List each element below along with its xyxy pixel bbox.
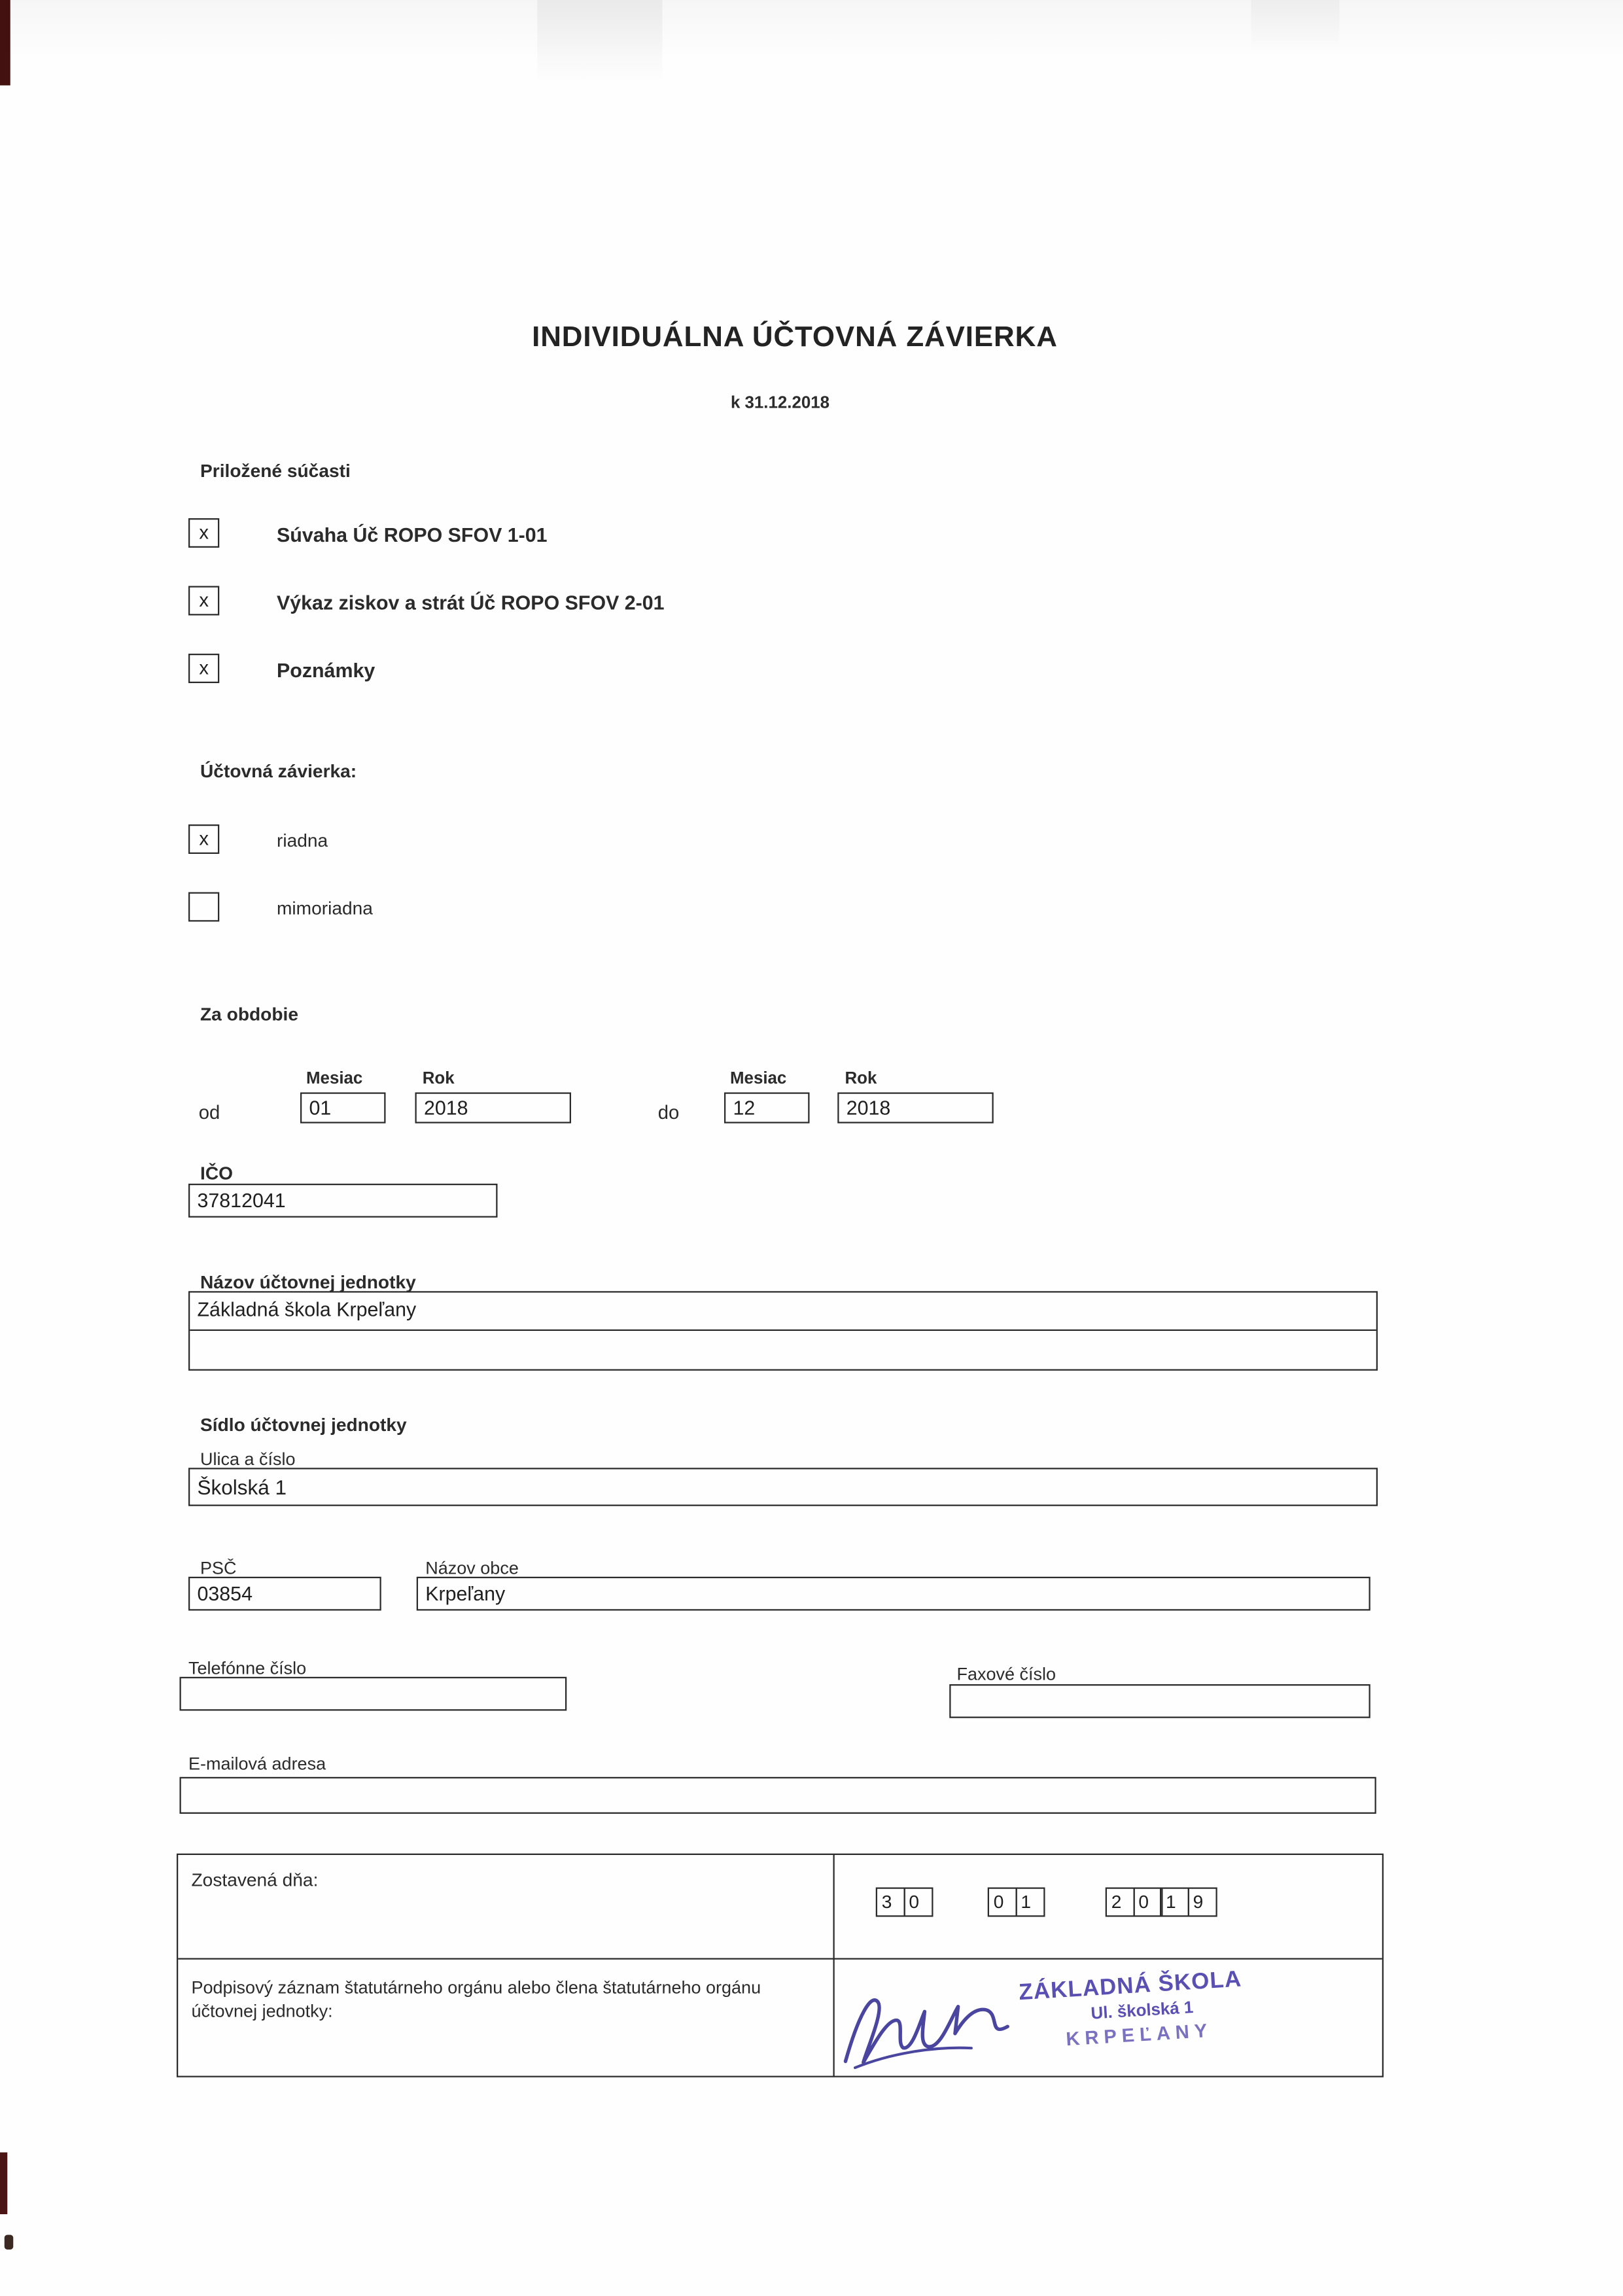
street-field[interactable] (188, 1468, 1378, 1506)
scan-speck (5, 2235, 14, 2250)
checkbox-riadna[interactable] (188, 824, 219, 854)
date-digit: 1 (1015, 1888, 1044, 1917)
zavierka-heading: Účtovná závierka: (200, 761, 357, 782)
period-heading: Za obdobie (200, 1004, 299, 1025)
date-digit: 3 (876, 1888, 905, 1917)
date-digit: 9 (1187, 1888, 1217, 1917)
obec-label: Názov obce (425, 1557, 519, 1578)
checkbox-mimoriadna[interactable] (188, 892, 219, 922)
name-label: Názov účtovnej jednotky (200, 1272, 416, 1293)
name-value: Základná škola Krpeľany (197, 1298, 417, 1321)
checkbox-mark: x (199, 827, 209, 850)
checkbox-vykaz[interactable] (188, 586, 219, 616)
psc-field[interactable] (188, 1577, 381, 1611)
signature-label: Podpisový záznam štatutárneho orgánu alebo člena štatutárneho orgánu účtovnej jednotky: (191, 1977, 761, 2022)
checkbox-poznamky[interactable] (188, 654, 219, 683)
to-month-label: Mesiac (730, 1070, 787, 1088)
od-label: od (198, 1101, 220, 1123)
compiled-date-month[interactable] (988, 1888, 1045, 1917)
stamp-line2: Ul. školská 1 (1090, 1999, 1195, 2024)
from-month-value: 01 (309, 1097, 332, 1119)
ico-value: 37812041 (197, 1190, 286, 1212)
footer-table-hline (178, 1958, 1382, 1960)
checkbox-mark: x (199, 521, 209, 544)
label-poznamky: Poznámky (277, 660, 375, 682)
label-suvaha: Súvaha Úč ROPO SFOV 1-01 (277, 524, 548, 546)
compiled-date-year[interactable] (1106, 1888, 1217, 1917)
to-month-value: 12 (733, 1097, 756, 1119)
email-field[interactable] (180, 1777, 1376, 1814)
sidlo-heading: Sídlo účtovnej jednotky (200, 1415, 407, 1436)
scan-edge-artifact-bottom (0, 2153, 7, 2215)
date-digit: 0 (1132, 1888, 1162, 1917)
compiled-date-day[interactable] (876, 1888, 933, 1917)
do-label: do (657, 1101, 680, 1123)
fax-field[interactable] (949, 1684, 1370, 1718)
attached-heading: Priložené súčasti (200, 461, 351, 482)
scanner-shadow (1251, 0, 1340, 53)
checkbox-mark: x (199, 589, 209, 611)
name-field[interactable] (188, 1291, 1378, 1371)
from-month-field[interactable] (300, 1093, 386, 1123)
page-title: INDIVIDUÁLNA ÚČTOVNÁ ZÁVIERKA (532, 321, 1058, 353)
obec-value: Krpeľany (425, 1582, 506, 1605)
from-year-field[interactable] (415, 1093, 572, 1123)
stamp-line3: KRPEĽANY (1065, 2019, 1213, 2051)
to-month-field[interactable] (724, 1093, 810, 1123)
date-digit: 0 (988, 1888, 1017, 1917)
to-year-field[interactable] (837, 1093, 994, 1123)
name-field-divider (190, 1330, 1376, 1331)
to-year-value: 2018 (846, 1097, 891, 1119)
compiled-label: Zostavená dňa: (191, 1869, 319, 1890)
from-year-value: 2018 (424, 1097, 468, 1119)
checkbox-mark: x (199, 656, 209, 679)
stamp-line1: ZÁKLADNÁ ŠKOLA (1018, 1967, 1243, 2006)
from-year-label: Rok (422, 1070, 455, 1088)
phone-field[interactable] (180, 1677, 567, 1711)
to-year-label: Rok (845, 1070, 877, 1088)
obec-field[interactable] (417, 1577, 1370, 1611)
street-value: Školská 1 (197, 1475, 287, 1499)
psc-value: 03854 (197, 1582, 253, 1605)
date-digit: 0 (903, 1888, 932, 1917)
from-month-label: Mesiac (306, 1070, 363, 1088)
fax-label: Faxové číslo (956, 1663, 1056, 1684)
ico-field[interactable] (188, 1184, 498, 1218)
date-digit: 2 (1106, 1888, 1135, 1917)
checkbox-suvaha[interactable] (188, 518, 219, 548)
label-riadna: riadna (277, 830, 328, 851)
scan-edge-artifact-top (0, 0, 10, 86)
email-label: E-mailová adresa (188, 1753, 326, 1775)
ico-label: IČO (200, 1163, 234, 1184)
phone-label: Telefónne číslo (188, 1657, 307, 1678)
label-mimoriadna: mimoriadna (277, 898, 373, 919)
scanner-shadow (537, 0, 662, 86)
street-label: Ulica a číslo (200, 1449, 296, 1470)
label-vykaz: Výkaz ziskov a strát Úč ROPO SFOV 2-01 (277, 592, 665, 614)
date-digit: 1 (1160, 1888, 1189, 1917)
psc-label: PSČ (200, 1557, 237, 1578)
page-date-line: k 31.12.2018 (730, 395, 830, 412)
